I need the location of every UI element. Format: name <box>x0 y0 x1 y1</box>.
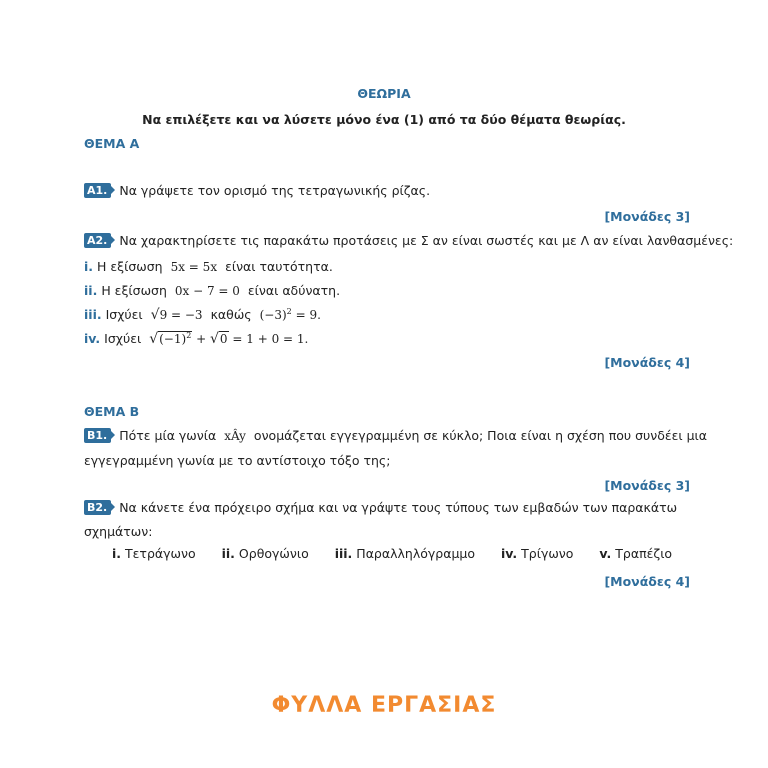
question-a2 <box>84 233 733 248</box>
sqrt-icon: √ <box>210 331 219 347</box>
statement-text: Η εξίσωση <box>97 259 163 274</box>
footer-label: ΦΥΛΛΑ ΕΡΓΑΣΙΑΣ <box>271 693 497 718</box>
statement-math: $(-3)^2 = 9$. <box>259 307 321 322</box>
question-b2-line2: σχημάτων: <box>84 524 153 539</box>
statement-text: καθώς <box>210 307 252 322</box>
list-item: i. Τετράγωνο <box>112 546 196 561</box>
statement-ii <box>84 283 340 298</box>
statement-number: iv. <box>84 331 101 346</box>
points-b1: [Μονάδες 3] <box>604 478 690 493</box>
statement-math: √9 = −3 <box>150 307 203 323</box>
page-title: ΘΕΩΡΙΑ <box>357 86 411 101</box>
statement-math: $√(-1)^2 + √0 = 1 + 0 = 1$. <box>149 331 309 347</box>
question-b1-line2: εγγεγραμμένη γωνία με το αντίστοιχο τόξο της; <box>84 453 391 468</box>
thema-a-heading: ΘΕΜΑ Α <box>84 136 140 151</box>
shape-list <box>112 546 672 561</box>
sqrt-icon: √ <box>149 331 159 347</box>
statement-number: ii. <box>84 283 98 298</box>
list-item: iii. Παραλληλόγραμμο <box>334 546 475 561</box>
statement-text: Ισχύει <box>105 307 143 322</box>
statement-number: i. <box>84 259 94 274</box>
page-instruction: Να επιλέξετε και να λύσετε μόνο ένα (1) από τα δύο θέματα θεωρίας. <box>142 112 626 127</box>
statement-iv <box>84 331 312 347</box>
sqrt-icon: √ <box>150 307 160 323</box>
badge-a1: Α1. <box>84 183 111 198</box>
question-a2-text: Να χαρακτηρίσετε τις παρακάτω προτάσεις με Σ αν είναι σωστές και με Λ αν είναι λανθασμένες: <box>119 233 734 248</box>
question-b1-text: ονομάζεται εγγεγραμμένη σε κύκλο; Ποια είναι η σχέση που συνδέει μια <box>253 428 708 443</box>
statement-math: 0x − 7 = 0 <box>174 284 240 298</box>
list-item: v. Τραπέζιο <box>599 546 673 561</box>
question-b1 <box>84 428 707 443</box>
statement-i <box>84 259 333 274</box>
question-b2-text: Να κάνετε ένα πρόχειρο σχήμα και να γράψτε τους τύπους των εμβαδών των παρακάτω <box>119 500 678 515</box>
statement-text: Ισχύει <box>104 331 142 346</box>
statement-text: είναι αδύνατη. <box>247 283 341 298</box>
points-a1: [Μονάδες 3] <box>604 209 690 224</box>
question-a1-text: Να γράψετε τον ορισμό της τετραγωνικής ρίζας. <box>119 183 431 198</box>
points-b2: [Μονάδες 4] <box>604 574 690 589</box>
points-a2: [Μονάδες 4] <box>604 355 690 370</box>
statement-iii <box>84 307 325 323</box>
list-item: iv. Τρίγωνο <box>500 546 574 561</box>
list-item: ii. Ορθογώνιο <box>221 546 309 561</box>
angle-symbol: xÂy <box>224 429 246 443</box>
statement-text: είναι ταυτότητα. <box>225 259 333 274</box>
statement-math: 5x = 5x <box>170 260 218 274</box>
statement-text: Η εξίσωση <box>101 283 167 298</box>
thema-b-heading: ΘΕΜΑ Β <box>84 404 140 419</box>
badge-b1: Β1. <box>84 428 111 443</box>
badge-a2: Α2. <box>84 233 111 248</box>
question-a1 <box>84 183 430 198</box>
question-b1-text: Πότε μία γωνία <box>119 428 217 443</box>
statement-number: iii. <box>84 307 102 322</box>
question-b2 <box>84 500 677 515</box>
badge-b2: Β2. <box>84 500 111 515</box>
